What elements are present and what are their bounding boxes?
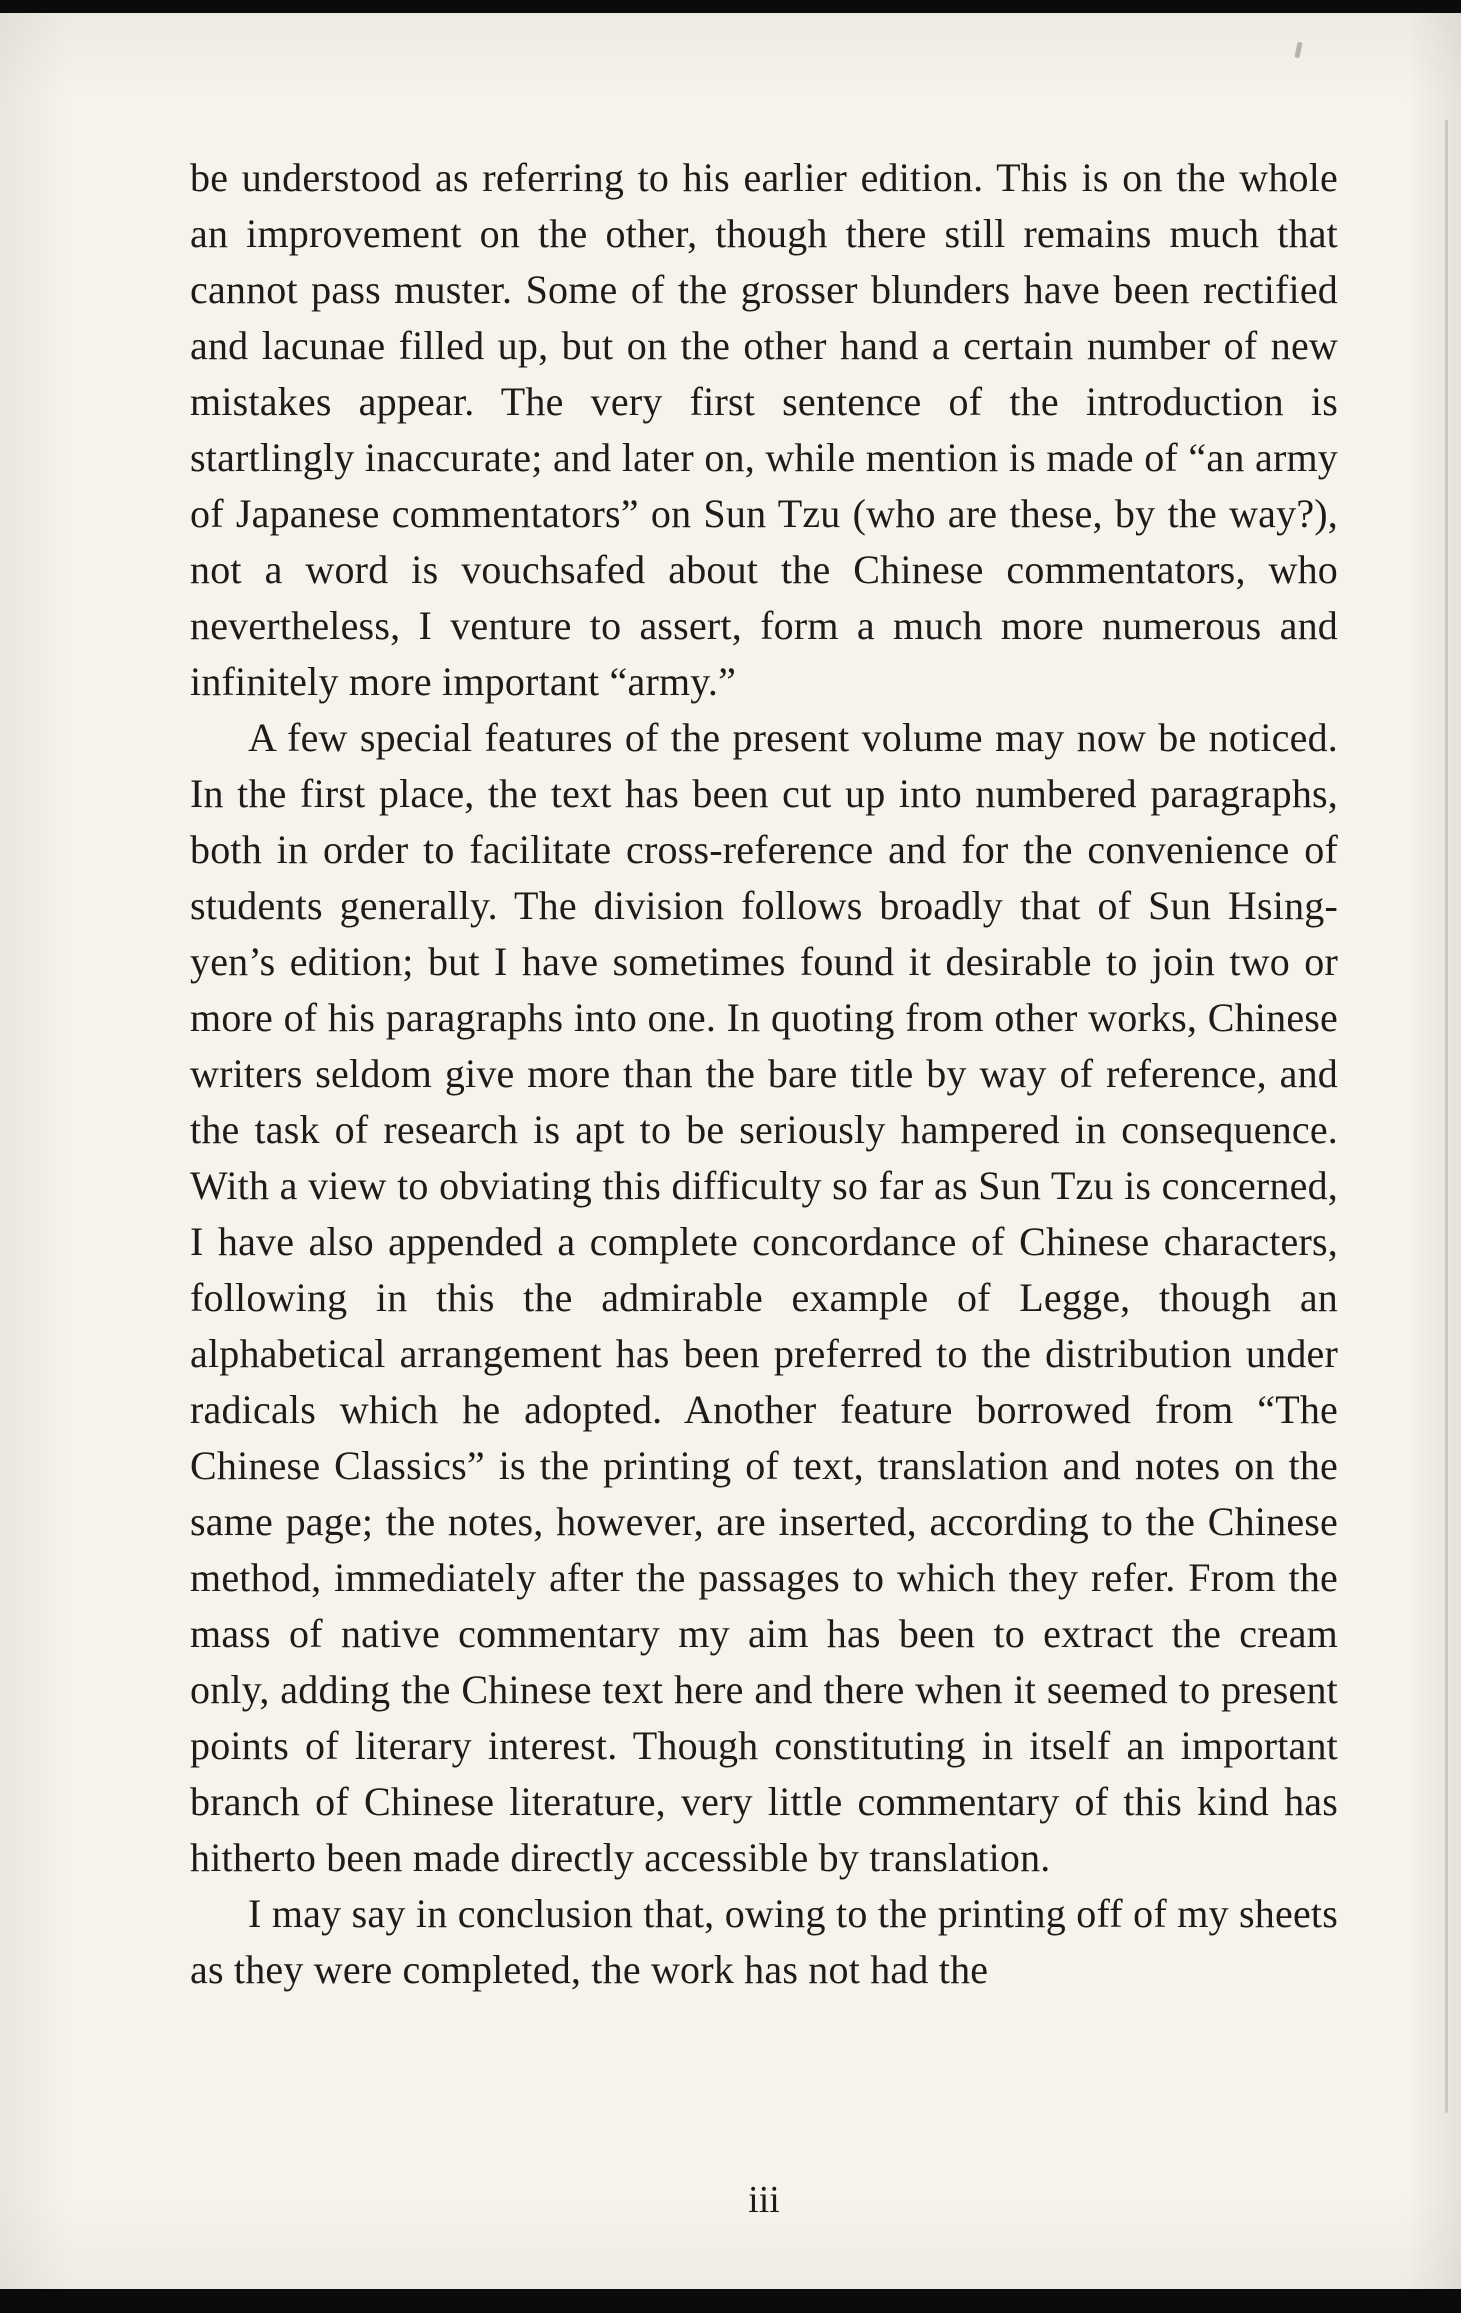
scan-edge-bottom-bar bbox=[0, 2289, 1461, 2313]
scan-smudge-artifact bbox=[1294, 42, 1302, 59]
scan-edge-top-bar bbox=[0, 0, 1461, 13]
page-number: iii bbox=[748, 2179, 780, 2221]
paragraph: A few special features of the present volume may now be noticed. In the first place, the text has been cut up into numbered paragraphs, both in order to facilitate cross-reference and for the convenience of students generally. The division follows broadly that of Sun Hsing-yen’s edition; but I have sometimes found it desirable to join two or more of his paragraphs into one. In quoting from other works, Chinese writers seldom give more than the bare title by way of reference, and the task of research is apt to be seriously hampered in consequence. With a view to obviating this difficulty so far as Sun Tzu is concerned, I have also appended a complete concordance of Chinese characters, following in this the admirable example of Legge, though an alphabetical arrangement has been preferred to the distribution under radicals which he adopted. Another feature borrowed from “The Chinese Classics” is the printing of text, translation and notes on the same page; the notes, however, are inserted, according to the Chinese method, immediately after the passages to which they refer. From the mass of native commentary my aim has been to extract the cream only, adding the Chinese text here and there when it seemed to present points of literary interest. Though constituting in itself an important branch of Chinese literature, very little commentary of this kind has hitherto been made directly accessible by translation. bbox=[190, 715, 1338, 1880]
paragraph-continuation: be understood as referring to his earlier edition. This is on the whole an improvement on the other, though there still remains much that cannot pass muster. Some of the grosser blunders have been rectified and lacunae filled up, but on the other hand a certain number of new mistakes appear. The very first sentence of the introduction is startlingly inaccurate; and later on, while mention is made of “an army of Japanese commentators” on Sun Tzu (who are these, by the way?), not a word is vouchsafed about the Chinese commentators, who nevertheless, I venture to assert, form a much more numerous and infinitely more important “army.” bbox=[190, 155, 1338, 704]
scan-edge-shadow bbox=[1445, 120, 1448, 2113]
paragraph: I may say in conclusion that, owing to the printing off of my sheets as they were completed, the work has not had the bbox=[190, 1891, 1338, 1992]
page-text-block bbox=[190, 150, 1338, 1998]
